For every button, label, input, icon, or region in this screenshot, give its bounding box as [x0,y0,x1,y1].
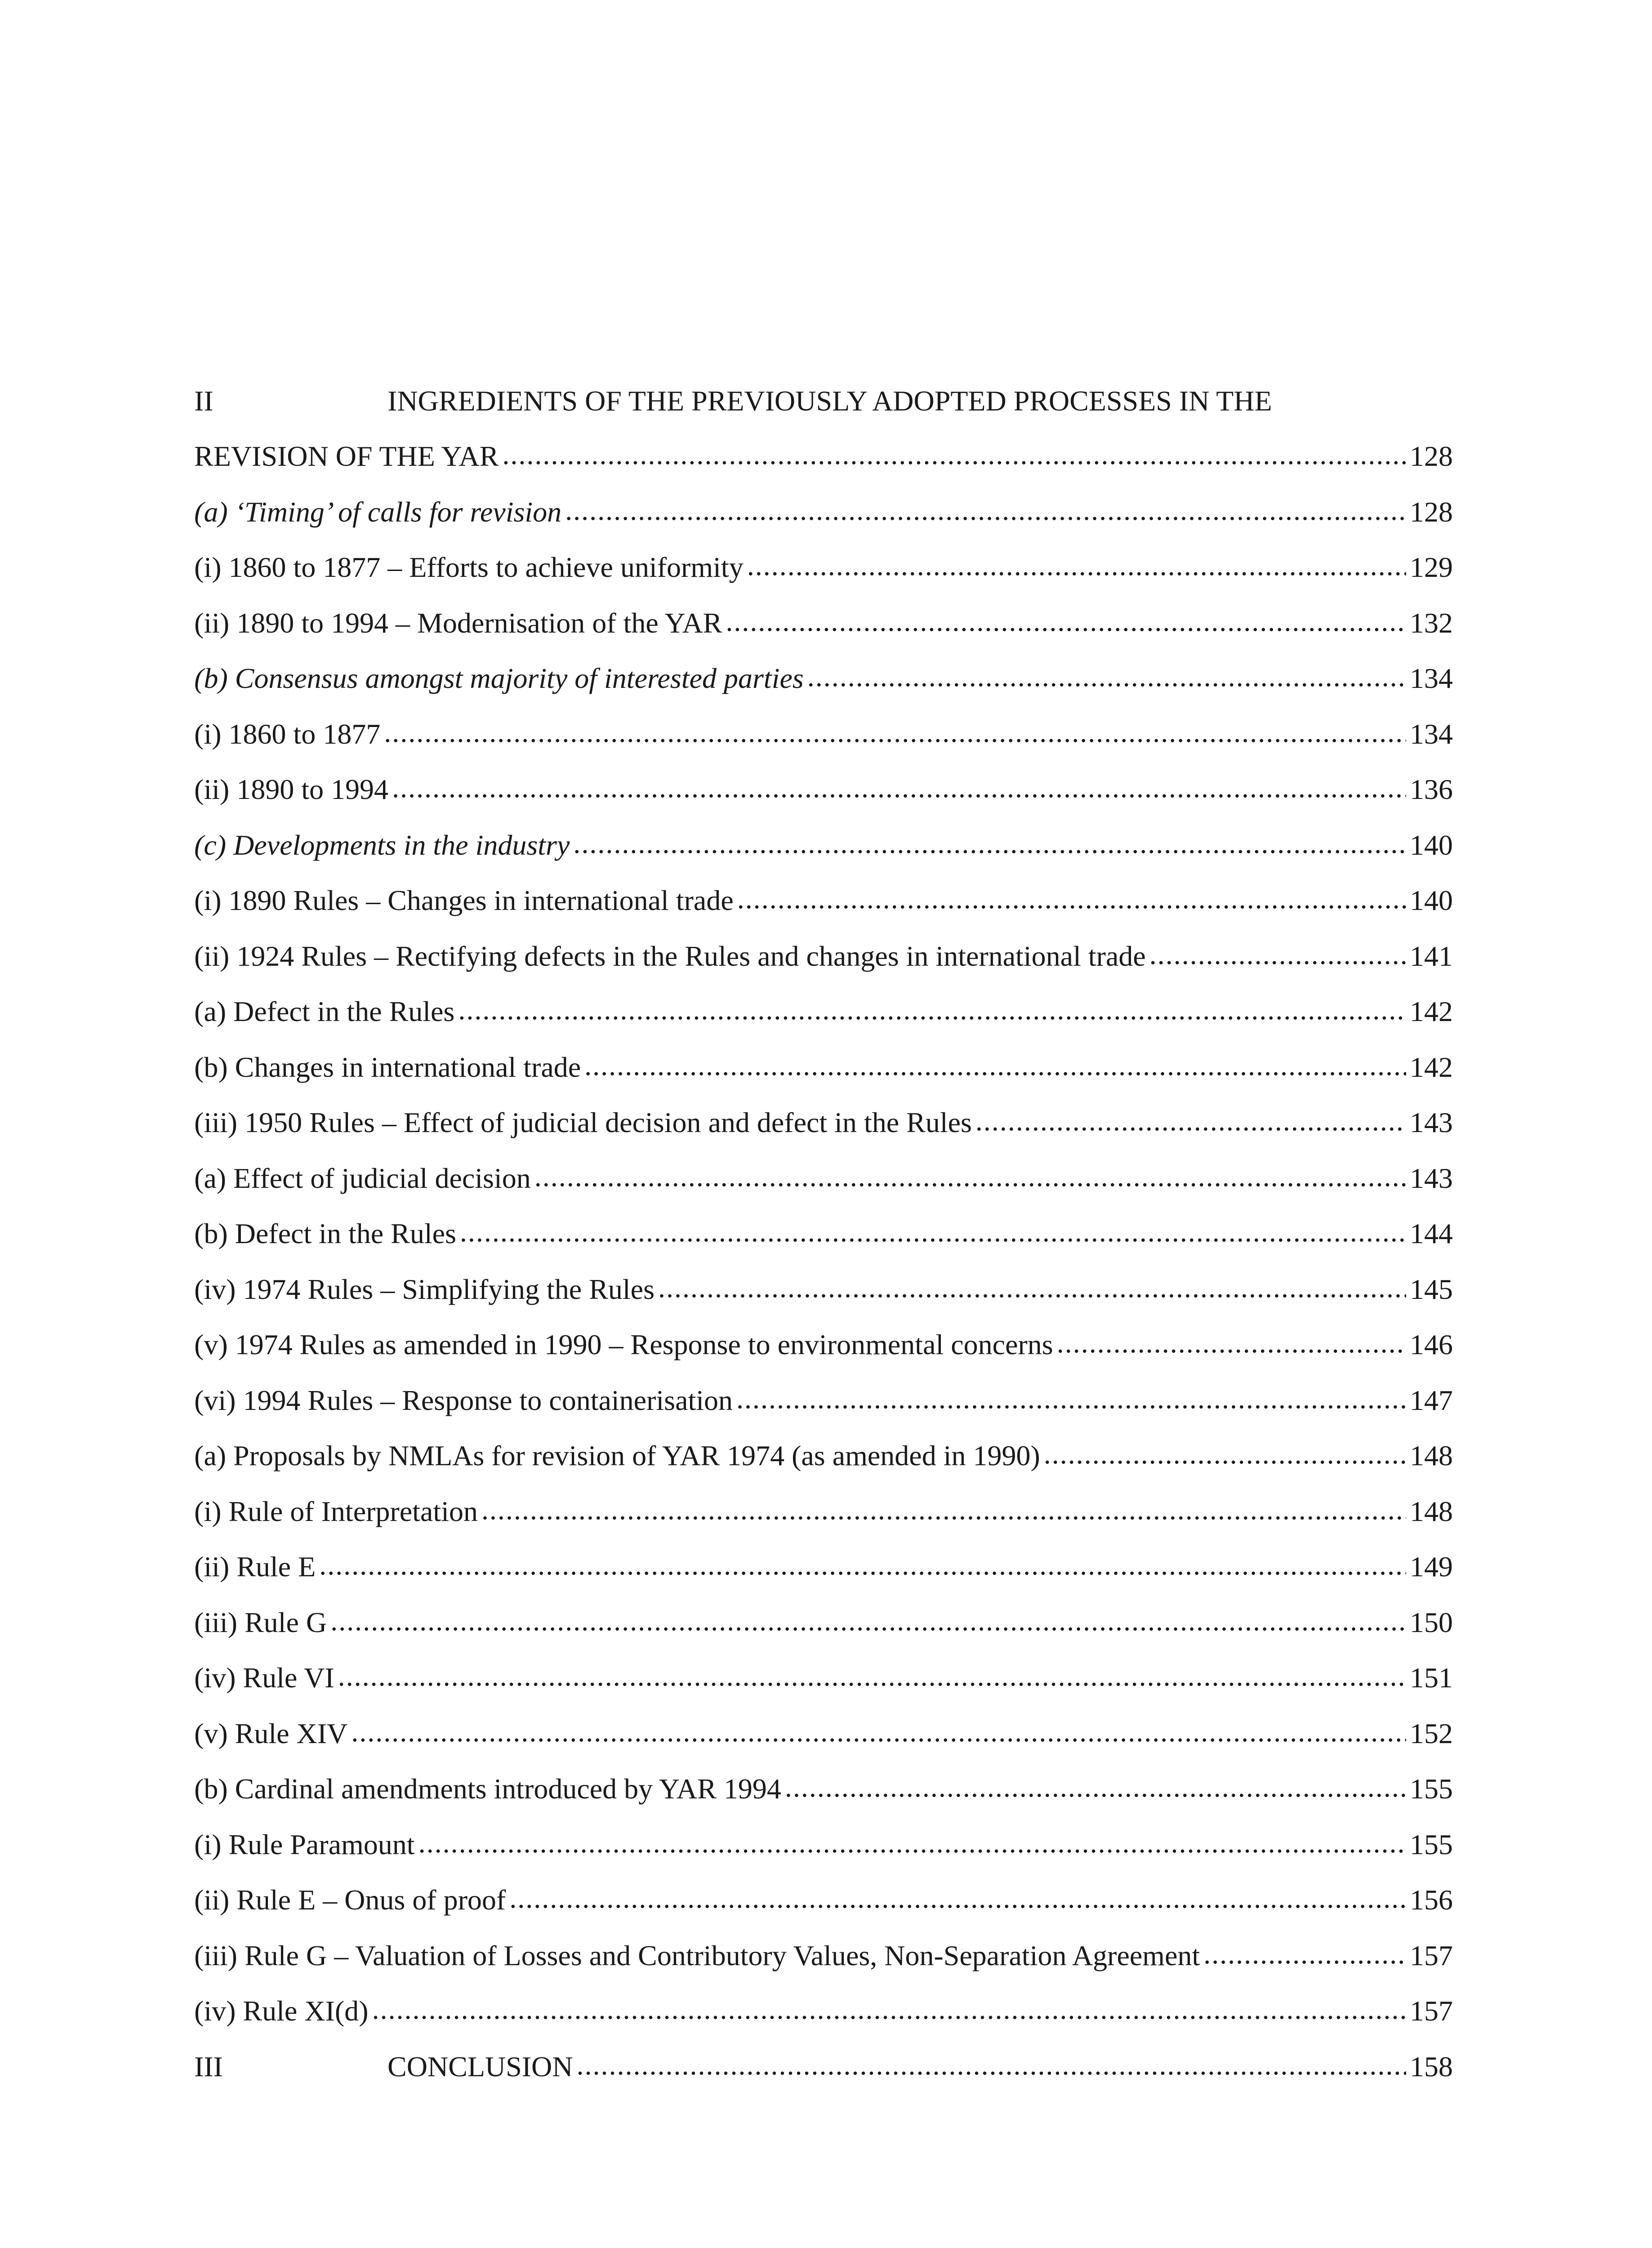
page-number: 152 [1410,1717,1453,1749]
dot-leader [573,831,1406,860]
toc-entry[interactable] [194,1262,1453,1317]
toc-entry-text: (i) 1890 Rules – Changes in international trade [194,884,734,917]
toc-entry[interactable] [194,1484,1453,1539]
toc-entry[interactable] [194,928,1453,984]
toc-entry-text: (ii) 1890 to 1994 – Modernisation of the YAR [194,607,722,639]
dot-leader [319,1552,1406,1581]
page-number: 134 [1410,662,1453,695]
toc-entry[interactable] [194,873,1453,929]
page-number: 132 [1410,607,1453,639]
toc-entry[interactable] [194,1984,1453,2039]
page-number: 147 [1410,1384,1453,1416]
dot-leader [502,442,1406,471]
toc-entry-text: (iv) 1974 Rules – Simplifying the Rules [194,1273,655,1305]
toc-entry-text: (i) 1860 to 1877 [194,718,381,750]
toc-heading-ii-line1 [194,373,1453,429]
dot-leader [330,1608,1406,1637]
dot-leader [392,775,1406,804]
toc-entry-text: (ii) Rule E – Onus of proof [194,1884,506,1916]
toc-entry-text: (a) Proposals by NMLAs for revision of YAR 1974 (as amended in 1990) [194,1440,1040,1472]
page-number: 157 [1410,1995,1453,2027]
toc-entry-text: (ii) 1890 to 1994 [194,773,388,806]
dot-leader [785,1775,1406,1803]
dot-leader [736,1386,1406,1415]
dot-leader [1149,942,1406,971]
dot-leader [975,1108,1406,1137]
section-numeral: III [194,2050,223,2083]
toc-entry[interactable] [194,762,1453,818]
toc-entry-text: (b) Cardinal amendments introduced by YAR 1994 [194,1773,781,1805]
toc-entry[interactable] [194,1762,1453,1817]
dot-leader [658,1275,1406,1304]
page-number: 155 [1410,1773,1453,1805]
page-number: 148 [1410,1440,1453,1472]
dot-leader [737,886,1406,915]
page-number: 149 [1410,1551,1453,1583]
toc-entry[interactable] [194,651,1453,707]
dot-leader [460,1219,1406,1248]
table-of-contents [194,373,1453,2095]
page-number: 134 [1410,718,1453,750]
section-title-continued: REVISION OF THE YAR [194,440,499,473]
dot-leader [481,1497,1406,1526]
dot-leader [534,1164,1406,1193]
dot-leader [565,498,1406,526]
page-number: 155 [1410,1828,1453,1860]
page-number: 143 [1410,1106,1453,1139]
toc-entry[interactable] [194,1317,1453,1373]
toc-entry-text: (b) Changes in international trade [194,1051,581,1083]
dot-leader [1057,1330,1406,1359]
page-number: 129 [1410,551,1453,584]
toc-entry-text: (iii) 1950 Rules – Effect of judicial decision and defect in the Rules [194,1106,972,1139]
dot-leader [458,997,1406,1026]
toc-entry-text: (i) 1860 to 1877 – Efforts to achieve uniformity [194,551,744,584]
toc-entry-text: (b) Defect in the Rules [194,1218,456,1250]
page-number: 157 [1410,1939,1453,1971]
page-number: 158 [1410,2050,1453,2083]
toc-entry-text: (iv) Rule XI(d) [194,1995,369,2027]
page-number: 150 [1410,1606,1453,1638]
page-number: 148 [1410,1495,1453,1527]
dot-leader [419,1830,1406,1859]
toc-entry-text: (vi) 1994 Rules – Response to containerisation [194,1384,733,1416]
toc-entry[interactable] [194,1817,1453,1873]
dot-leader [576,2052,1406,2081]
dot-leader [584,1053,1406,1082]
toc-entry[interactable] [194,984,1453,1040]
toc-entry-text: (ii) 1924 Rules – Rectifying defects in the Rules and changes in international trade [194,940,1146,972]
toc-entry[interactable] [194,540,1453,596]
toc-heading-iii[interactable] [194,2039,1453,2095]
page-number: 128 [1410,440,1453,473]
dot-leader [338,1664,1406,1692]
toc-entry-text: (v) Rule XIV [194,1717,348,1749]
page-number: 136 [1410,773,1453,806]
page-number: 144 [1410,1218,1453,1250]
toc-entry[interactable] [194,1039,1453,1095]
page-number: 141 [1410,940,1453,972]
toc-entry-text: (iii) Rule G [194,1606,327,1638]
toc-entry-text: (iv) Rule VI [194,1662,334,1694]
toc-entry[interactable] [194,1095,1453,1151]
page-number: 128 [1410,495,1453,528]
toc-entry[interactable] [194,1206,1453,1262]
toc-entry[interactable] [194,706,1453,762]
toc-entry[interactable] [194,484,1453,540]
toc-entry[interactable] [194,1151,1453,1206]
page-number: 140 [1410,884,1453,917]
page-number: 143 [1410,1162,1453,1194]
toc-entry-text: (a) Effect of judicial decision [194,1162,531,1194]
toc-entry[interactable] [194,1595,1453,1650]
dot-leader [807,664,1406,693]
toc-heading-ii-line2[interactable] [194,429,1453,485]
toc-entry-text: (i) Rule Paramount [194,1828,415,1860]
page-number: 146 [1410,1329,1453,1361]
dot-leader [384,720,1406,749]
toc-entries [194,484,1453,2039]
page-number: 151 [1410,1662,1453,1694]
toc-entry[interactable] [194,1539,1453,1595]
toc-entry-text: (ii) Rule E [194,1551,316,1583]
toc-entry-text: (c) Developments in the industry [194,829,570,861]
toc-entry-text: (i) Rule of Interpretation [194,1495,478,1527]
toc-entry[interactable] [194,1428,1453,1484]
toc-entry-text: (b) Consensus amongst majority of interested parties [194,662,804,695]
dot-leader [747,553,1406,582]
toc-entry-text: (a) ‘Timing’ of calls for revision [194,495,562,528]
page-number: 142 [1410,1051,1453,1083]
toc-entry[interactable] [194,595,1453,651]
toc-entry[interactable] [194,1873,1453,1928]
dot-leader [1203,1941,1406,1970]
toc-entry-text: (iii) Rule G – Valuation of Losses and Contributory Values, Non-Separation Agreement [194,1939,1200,1971]
page-number: 145 [1410,1273,1453,1305]
page-number: 142 [1410,995,1453,1028]
section-title: CONCLUSION [387,2050,573,2083]
dot-leader [351,1719,1406,1748]
page-number: 156 [1410,1884,1453,1916]
dot-leader [726,609,1406,638]
page-number: 140 [1410,829,1453,861]
section-numeral: II [194,384,214,417]
dot-leader [1044,1441,1406,1470]
toc-entry-text: (v) 1974 Rules as amended in 1990 – Response to environmental concerns [194,1329,1053,1361]
toc-entry[interactable] [194,1650,1453,1706]
toc-entry-text: (a) Defect in the Rules [194,995,455,1028]
dot-leader [372,1997,1406,2025]
toc-entry[interactable] [194,817,1453,873]
toc-entry[interactable] [194,1373,1453,1428]
toc-entry[interactable] [194,1928,1453,1984]
toc-entry[interactable] [194,1706,1453,1762]
section-title: INGREDIENTS OF THE PREVIOUSLY ADOPTED PROCESSES IN THE [387,384,1272,417]
dot-leader [509,1886,1406,1914]
